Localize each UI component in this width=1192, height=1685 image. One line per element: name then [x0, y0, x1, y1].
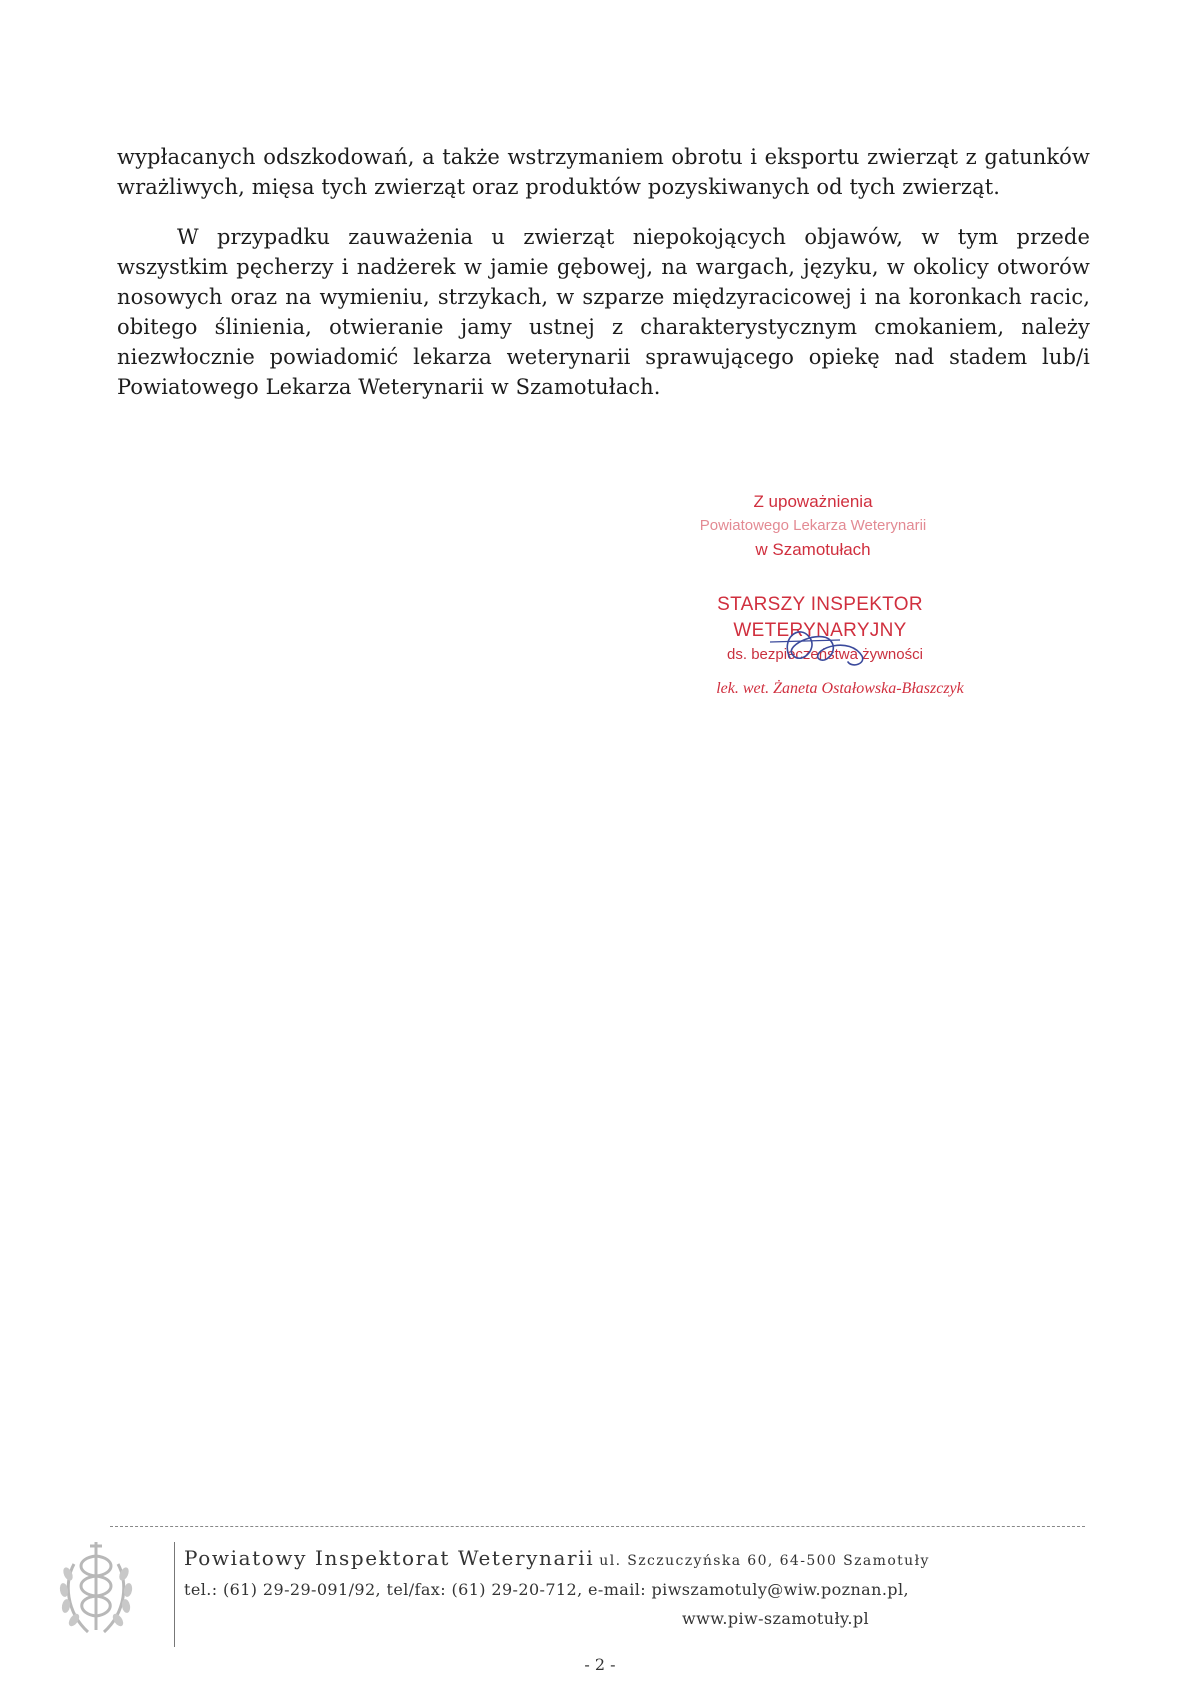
footer-vertical-divider [174, 1542, 175, 1647]
paragraph-continuation: wypłacanych odszkodowań, a także wstrzymaniem obrotu i eksportu zwierząt z gatunków wrażliwych, mięsa tych zwierząt oraz produktów pozyskiwanych od tych zwierząt. [117, 145, 1090, 199]
footer-website: www.piw-szamotuły.pl [682, 1609, 869, 1628]
paragraph-symptoms: W przypadku zauważenia u zwierząt niepokojących objawów, w tym przede wszystkim pęcherzy i nadżerek w jamie gębowej, na wargach, języku, w okolicy otworów nosowych oraz na wymieniu, strzykach, w szparze międzyracicowej i na koronkach racic, obitego ślinienia, otwieranie jamy ustnej z charakterystycznym cmokaniem, należy niezwłocznie powiadomić lekarza weterynarii sprawującego opiekę nad stadem lub/i Powiatowego Lekarza Weterynarii w Szamotułach. [117, 225, 1090, 399]
stamp-line-authorization: Z upoważnienia [753, 492, 873, 511]
handwritten-signature [770, 618, 880, 678]
inspector-title: STARSZY INSPEKTOR WETERYNARYJNY [717, 594, 923, 641]
inspector-name: lek. wet. Żaneta Ostałowska-Błaszczyk [716, 680, 964, 697]
inspector-department: ds. bezpieczeństwa żywności [727, 646, 923, 663]
authorization-stamp [648, 490, 978, 562]
page-number: - 2 - [584, 1655, 616, 1674]
stamp-line-office: Powiatowego Lekarza Weterynarii [699, 517, 927, 534]
veterinary-caduceus-logo [46, 1534, 146, 1644]
footer-divider [110, 1526, 1085, 1527]
footer-organization: Powiatowy Inspektorat Weterynarii [184, 1546, 595, 1570]
footer-contact-block [184, 1546, 1084, 1628]
footer-address: ul. Szczuczyńska 60, 64-500 Szamotuły [599, 1553, 930, 1569]
footer-contact: tel.: (61) 29-29-091/92, tel/fax: (61) 29-20-712, e-mail: piwszamotuly@wiw.poznan.pl, [184, 1580, 909, 1599]
stamp-line-location: w Szamotułach [755, 540, 871, 559]
